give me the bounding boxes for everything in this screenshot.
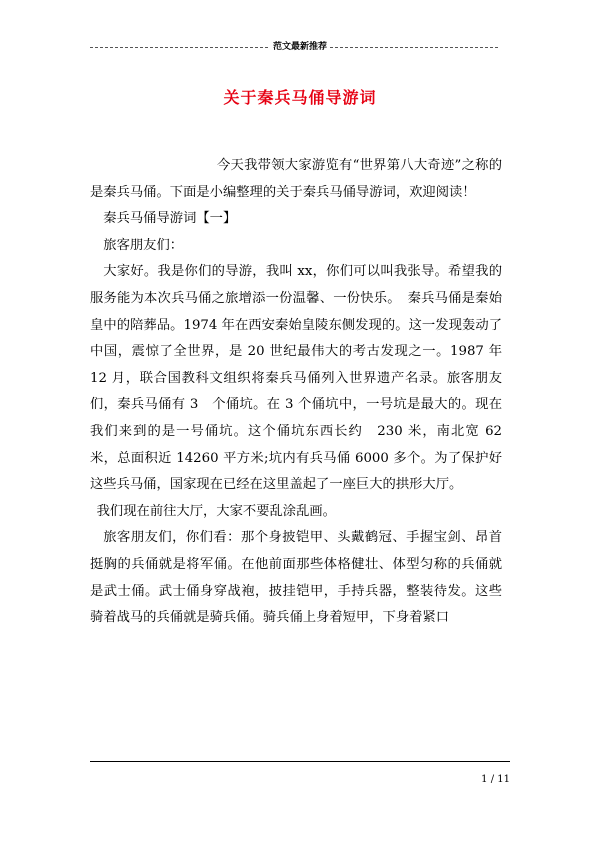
greeting-paragraph: 旅客朋友们：	[103, 237, 184, 253]
body-paragraph: 旅客朋友们，你们看：那个身披铠甲、头戴鹤冠、手握宝剑、昂首挺胸的兵俑就是将军俑。在他前面那些体格健壮、体型匀称的兵俑就是武士俑。武士俑身穿战袍，披挂铠甲，手持兵器，整装待发。这些骑着战马的兵俑就是骑兵俑。骑兵俑上身着短甲，下身着紧口	[90, 530, 502, 626]
footer-divider	[90, 761, 510, 762]
page-number: 1 / 11	[481, 774, 510, 785]
body-paragraph: 我们现在前往大厅，大家不要乱涂乱画。	[96, 503, 336, 519]
section-heading: 秦兵马俑导游词【一】	[103, 211, 237, 227]
header-label-text: 范文最新推荐	[270, 42, 330, 52]
document-body	[90, 153, 502, 632]
body-paragraph: 大家好。我是你们的导游，我叫 xx，你们可以叫我张导。希望我的服务能为本次兵马俑之旅增添一份温馨、一份快乐。 秦兵马俑是秦始皇中的陪葬品。1974 年在西安秦始皇陵东侧发现的。这一发现轰动了中国，震惊了全世界，是 20 世纪最伟大的考古发现之一。1987 年 12 月，联合国教科文组织将秦兵马俑列入世界遗产名录。旅客朋友们，秦兵马俑有 3 个俑坑。在 3 个俑坑中，一号坑是最大的。现在我们来到的是一号俑坑。这个俑坑东西长约 230 米，南北宽 62 米，总面积近 14260 平方米;坑内有兵马俑 6000 多个。为了保护好这些兵马俑，国家现在已经在这里盖起了一座巨大的拱形大厅。	[90, 264, 502, 493]
header-label	[0, 40, 600, 54]
intro-paragraph: 今天我带领大家游览有“世界第八大奇迹”之称的是秦兵马俑。下面是小编整理的关于秦兵马俑导游词，欢迎阅读！	[90, 158, 502, 200]
document-title: 关于秦兵马俑导游词	[223, 87, 377, 107]
